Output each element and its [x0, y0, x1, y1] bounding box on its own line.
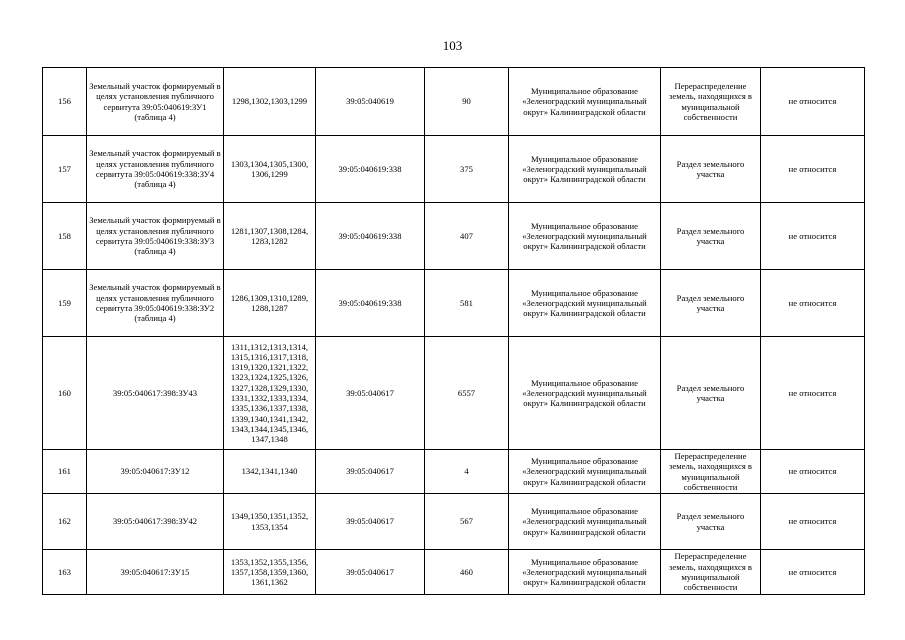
formation-method: Раздел земельного участка [661, 203, 761, 270]
plot-area: 90 [425, 68, 509, 136]
table-row [43, 270, 865, 337]
boundary-points: 1342,1341,1340 [224, 450, 316, 494]
plot-description: 39:05:040617:398:ЗУ43 [87, 337, 224, 450]
owner: Муниципальное образование «Зеленоградский муниципальный округ» Калининградской области [509, 337, 661, 450]
relation: не относится [761, 136, 865, 203]
row-number: 160 [43, 337, 87, 450]
plot-description: Земельный участок формируемый в целях установления публичного сервитута 39:05:040619:338:ЗУ2 (таблица 4) [87, 270, 224, 337]
relation: не относится [761, 550, 865, 595]
row-number: 157 [43, 136, 87, 203]
plot-area: 460 [425, 550, 509, 595]
cadastral-quarter: 39:05:040617 [316, 494, 425, 550]
cadastral-quarter: 39:05:040619 [316, 68, 425, 136]
plot-area: 407 [425, 203, 509, 270]
formation-method: Раздел земельного участка [661, 270, 761, 337]
plot-description: 39:05:040617:ЗУ15 [87, 550, 224, 595]
plot-description: Земельный участок формируемый в целях установления публичного сервитута 39:05:040619:338:ЗУ4 (таблица 4) [87, 136, 224, 203]
formation-method: Перераспределение земель, находящихся в муниципальной собственности [661, 68, 761, 136]
relation: не относится [761, 494, 865, 550]
cadastral-quarter: 39:05:040619:338 [316, 136, 425, 203]
cadastral-quarter: 39:05:040617 [316, 550, 425, 595]
boundary-points: 1298,1302,1303,1299 [224, 68, 316, 136]
boundary-points: 1286,1309,1310,1289, 1288,1287 [224, 270, 316, 337]
cadastral-quarter: 39:05:040617 [316, 450, 425, 494]
owner: Муниципальное образование «Зеленоградский муниципальный округ» Калининградской области [509, 68, 661, 136]
formation-method: Раздел земельного участка [661, 136, 761, 203]
table-row [43, 494, 865, 550]
formation-method: Перераспределение земель, находящихся в муниципальной собственности [661, 550, 761, 595]
owner: Муниципальное образование «Зеленоградский муниципальный округ» Калининградской области [509, 550, 661, 595]
owner: Муниципальное образование «Зеленоградский муниципальный округ» Калининградской области [509, 203, 661, 270]
plot-area: 375 [425, 136, 509, 203]
owner: Муниципальное образование «Зеленоградский муниципальный округ» Калининградской области [509, 494, 661, 550]
row-number: 159 [43, 270, 87, 337]
plot-area: 581 [425, 270, 509, 337]
row-number: 156 [43, 68, 87, 136]
boundary-points: 1311,1312,1313,1314, 1315,1316,1317,1318, 1319,1320,1321,1322, 1323,1324,1325,1326, 1327,1328,1329,1330, 1331,1332,1333,1334, 1335,1336,1337,1338, 1339,1340,1341,1342, 1343,1344,1345,1346, 1347,1348 [224, 337, 316, 450]
table-row [43, 337, 865, 450]
relation: не относится [761, 450, 865, 494]
plot-area: 6557 [425, 337, 509, 450]
formation-method: Раздел земельного участка [661, 494, 761, 550]
table-row [43, 550, 865, 595]
boundary-points: 1353,1352,1355,1356, 1357,1358,1359,1360, 1361,1362 [224, 550, 316, 595]
relation: не относится [761, 270, 865, 337]
table-row [43, 450, 865, 494]
table-row [43, 203, 865, 270]
relation: не относится [761, 337, 865, 450]
owner: Муниципальное образование «Зеленоградский муниципальный округ» Калининградской области [509, 136, 661, 203]
plot-description: 39:05:040617:398:ЗУ42 [87, 494, 224, 550]
formation-method: Перераспределение земель, находящихся в муниципальной собственности [661, 450, 761, 494]
table-row [43, 68, 865, 136]
owner: Муниципальное образование «Зеленоградский муниципальный округ» Калининградской области [509, 450, 661, 494]
boundary-points: 1281,1307,1308,1284, 1283,1282 [224, 203, 316, 270]
plot-area: 567 [425, 494, 509, 550]
plot-description: Земельный участок формируемый в целях установления публичного сервитута 39:05:040619:338:ЗУ3 (таблица 4) [87, 203, 224, 270]
relation: не относится [761, 203, 865, 270]
row-number: 161 [43, 450, 87, 494]
page-number: 103 [442, 38, 463, 53]
relation: не относится [761, 68, 865, 136]
table-row [43, 136, 865, 203]
owner: Муниципальное образование «Зеленоградский муниципальный округ» Калининградской области [509, 270, 661, 337]
plot-description: Земельный участок формируемый в целях установления публичного сервитута 39:05:040619:ЗУ1 (таблица 4) [87, 68, 224, 136]
cadastral-quarter: 39:05:040617 [316, 337, 425, 450]
row-number: 163 [43, 550, 87, 595]
boundary-points: 1349,1350,1351,1352, 1353,1354 [224, 494, 316, 550]
cadastral-quarter: 39:05:040619:338 [316, 270, 425, 337]
formation-method: Раздел земельного участка [661, 337, 761, 450]
plot-description: 39:05:040617:ЗУ12 [87, 450, 224, 494]
boundary-points: 1303,1304,1305,1300, 1306,1299 [224, 136, 316, 203]
row-number: 158 [43, 203, 87, 270]
plot-area: 4 [425, 450, 509, 494]
land-plots-table [42, 67, 865, 595]
row-number: 162 [43, 494, 87, 550]
cadastral-quarter: 39:05:040619:338 [316, 203, 425, 270]
